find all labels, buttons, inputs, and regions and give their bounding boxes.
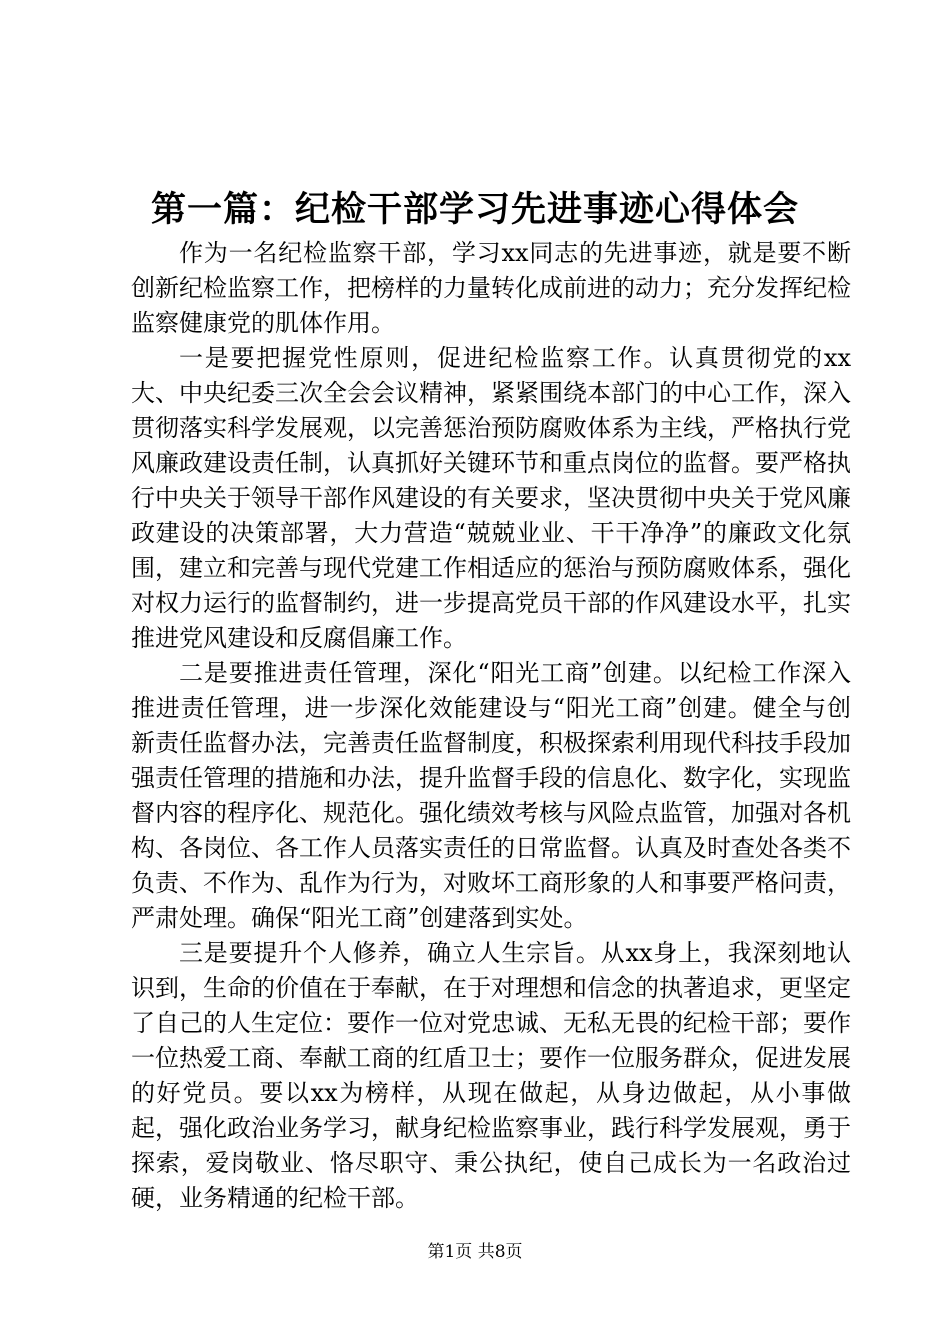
page-number-label: 第1页 共8页: [427, 1242, 523, 1262]
paragraph-first-point: 一是要把握党性原则，促进纪检监察工作。认真贯彻党的xx大、中央纪委三次全会会议精神，紧紧围绕本部门的中心工作，深入贯彻落实科学发展观，以完善惩治预防腐败体系为主线，严格执行党风廉政建设责任制，认真抓好关键环节和重点岗位的监督。要严格执行中央关于领导干部作风建设的有关要求，坚决贯彻中央关于党风廉政建设的决策部署，大力营造“兢兢业业、干干净净”的廉政文化氛围，建立和完善与现代党建工作相适应的惩治与预防腐败体系，强化对权力运行的监督制约，进一步提高党员干部的作风建设水平，扎实推进党风建设和反腐倡廉工作。: [131, 344, 851, 652]
paragraph-second-point: 二是要推进责任管理，深化“阳光工商”创建。以纪检工作深入推进责任管理，进一步深化效能建设与“阳光工商”创建。健全与创新责任监督办法，完善责任监督制度，积极探索利用现代科技手段加强责任管理的措施和办法，提升监督手段的信息化、数字化，实现监督内容的程序化、规范化。强化绩效考核与风险点监管，加强对各机构、各岗位、各工作人员落实责任的日常监督。认真及时查处各类不负责、不作为、乱作为行为，对败坏工商形象的人和事要严格问责，严肃处理。确保“阳光工商”创建落到实处。: [131, 659, 851, 932]
page-footer: [0, 1240, 950, 1264]
document-title: 第一篇：纪检干部学习先进事迹心得体会: [150, 189, 799, 230]
paragraph-third-point: 三是要提升个人修养，确立人生宗旨。从xx身上，我深刻地认识到，生命的价值在于奉献，在于对理想和信念的执著追求，更坚定了自己的人生定位：要作一位对党忠诚、无私无畏的纪检干部；要作一位热爱工商、奉献工商的红盾卫士；要作一位服务群众，促进发展的好党员。要以xx为榜样，从现在做起，从身边做起，从小事做起，强化政治业务学习，献身纪检监察事业，践行科学发展观，勇于探索，爱岗敬业、恪尽职守、秉公执纪，使自己成长为一名政治过硬，业务精通的纪检干部。: [131, 939, 851, 1212]
document-body: [131, 236, 851, 1216]
paragraph-intro: 作为一名纪检监察干部，学习xx同志的先进事迹，就是要不断创新纪检监察工作，把榜样的力量转化成前进的动力；充分发挥纪检监察健康党的肌体作用。: [131, 239, 851, 337]
